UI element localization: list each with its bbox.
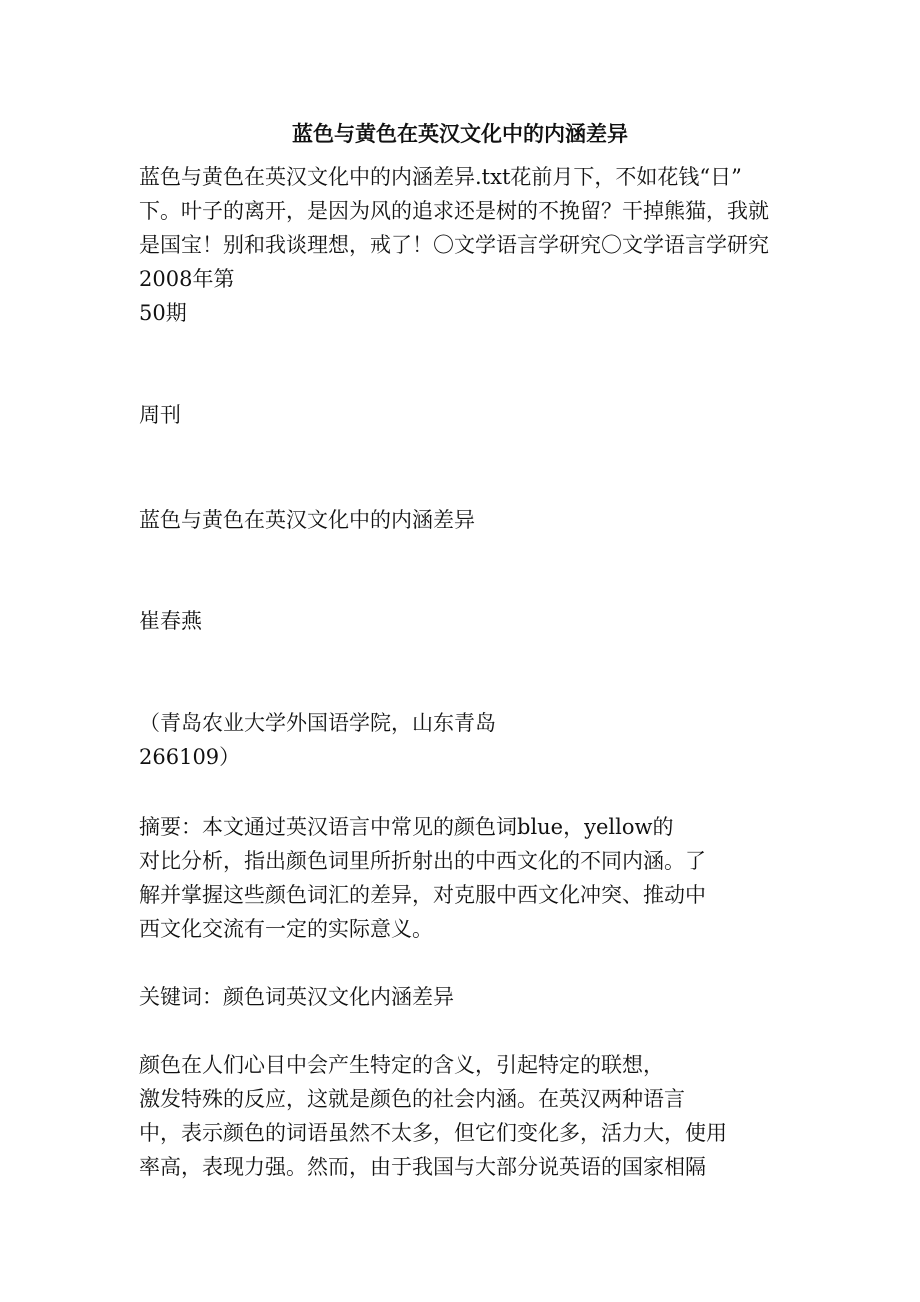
document-title: 蓝色与黄色在英汉文化中的内涵差异 xyxy=(292,121,628,146)
affiliation xyxy=(139,706,789,774)
body-paragraph xyxy=(139,1048,789,1184)
body-line: 中，表示颜色的词语虽然不太多，但它们变化多，活力大，使用 xyxy=(139,1121,727,1145)
intro-paragraph xyxy=(139,160,789,330)
intro-line: 蓝色与黄色在英汉文化中的内涵差异.txt花前月下，不如花钱“日” xyxy=(139,165,742,189)
author-name: 崔春燕 xyxy=(139,609,202,633)
affiliation-line: （青岛农业大学外国语学院，山东青岛 xyxy=(139,711,496,735)
intro-line: 下。叶子的离开，是因为风的追求还是树的不挽留？干掉熊猫，我就 xyxy=(139,199,769,223)
affiliation-line: 266109） xyxy=(139,745,241,769)
keywords-line: 关键词：颜色词英汉文化内涵差异 xyxy=(139,985,454,1009)
abstract-line: 西文化交流有一定的实际意义。 xyxy=(139,917,433,941)
journal-type xyxy=(139,398,789,432)
abstract xyxy=(139,810,789,946)
article-title-text: 蓝色与黄色在英汉文化中的内涵差异 xyxy=(139,508,475,532)
body-line: 率高，表现力强。然而，由于我国与大部分说英语的国家相隔 xyxy=(139,1155,706,1179)
body-line: 激发特殊的反应，这就是颜色的社会内涵。在英汉两种语言 xyxy=(139,1087,685,1111)
author xyxy=(139,604,789,638)
article-title xyxy=(139,503,789,537)
intro-line: 2008年第 xyxy=(139,267,235,291)
intro-line: 50期 xyxy=(139,301,187,325)
keywords xyxy=(139,980,789,1014)
abstract-line: 解并掌握这些颜色词汇的差异，对克服中西文化冲突、推动中 xyxy=(139,883,706,907)
body-line: 颜色在人们心目中会产生特定的含义，引起特定的联想， xyxy=(139,1053,664,1077)
intro-line: 是国宝！别和我谈理想，戒了！〇文学语言学研究〇文学语言学研究 xyxy=(139,233,769,257)
journal-type-label: 周刊 xyxy=(139,403,181,427)
abstract-line: 摘要：本文通过英汉语言中常见的颜色词blue，yellow的 xyxy=(139,815,674,839)
abstract-line: 对比分析，指出颜色词里所折射出的中西文化的不同内涵。了 xyxy=(139,849,706,873)
